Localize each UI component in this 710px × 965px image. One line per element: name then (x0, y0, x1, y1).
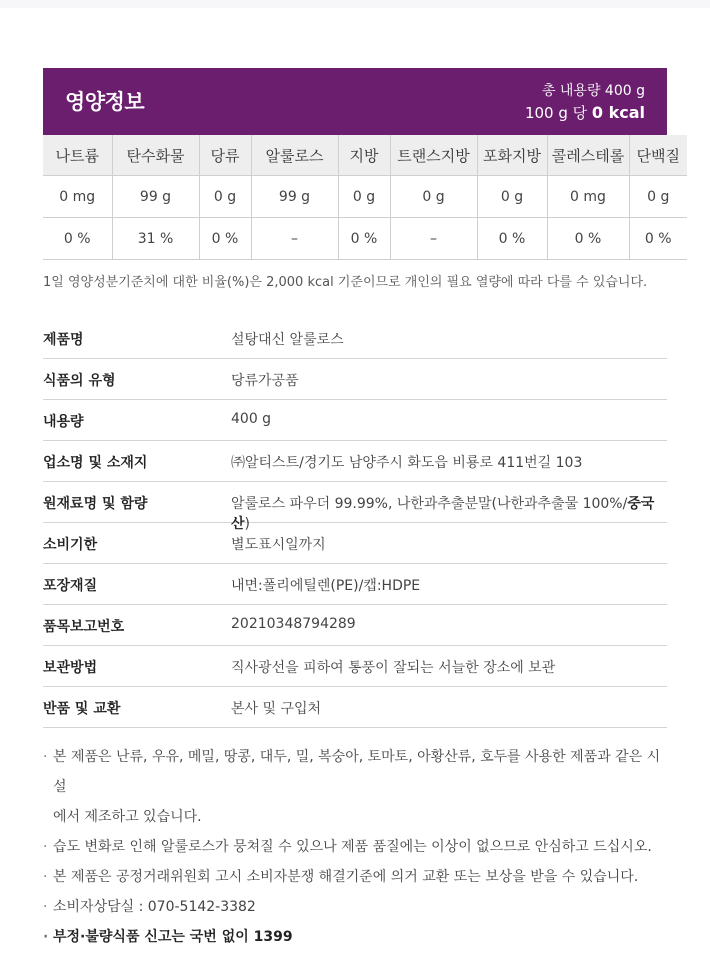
total-content: 총 내용량 400 g (541, 83, 645, 99)
nutrient-header: 알룰로스 (251, 135, 338, 176)
info-row (43, 523, 667, 564)
ingredients-close: ) (244, 516, 250, 532)
info-label: 소비기한 (43, 537, 98, 553)
report-hotline: 부정·불량식품 신고는 국번 없이 1399 (53, 929, 293, 945)
nutrient-header: 포화지방 (477, 135, 547, 176)
nutrient-header: 단백질 (629, 135, 687, 176)
nutrient-amount: 0 g (199, 176, 251, 218)
ingredients-text: 알룰로스 파우더 99.99%, 나한과추출분말(나한과추출물 100%/ (231, 496, 628, 512)
notice-text: 본 제품은 공정거래위원회 고시 소비자분쟁 해결기준에 의거 교환 또는 보상을 받을 수 있습니다. (53, 869, 639, 885)
nutrient-amount: 0 g (390, 176, 477, 218)
nutrient-percent: 31 % (112, 218, 199, 260)
consumer-hotline: 소비자상담실 : 070-5142-3382 (53, 899, 256, 915)
info-label: 보관방법 (43, 660, 98, 676)
nutrient-percent: 0 % (43, 218, 112, 260)
info-value: 400 g (231, 411, 272, 427)
nutrient-percent: 0 % (477, 218, 547, 260)
bullet-icon: · (43, 929, 49, 945)
info-value: 20210348794289 (231, 616, 356, 632)
nutrient-amount: 0 g (477, 176, 547, 218)
nutrient-header: 당류 (199, 135, 251, 176)
info-row (43, 400, 667, 441)
notice-text: 습도 변화로 인해 알룰로스가 뭉쳐질 수 있으나 제품 품질에는 이상이 없으므로 안심하고 드십시오. (53, 839, 652, 855)
info-row (43, 482, 667, 532)
notice-item (43, 832, 673, 862)
bullet-icon: · (43, 749, 48, 765)
info-value: 내면:폴리에틸렌(PE)/캡:HDPE (231, 578, 421, 594)
bullet-icon: · (43, 869, 48, 885)
nutrient-amount: 0 g (629, 176, 687, 218)
info-label: 제품명 (43, 332, 84, 348)
notice-item (43, 922, 673, 952)
info-row (43, 564, 667, 605)
info-label: 원재료명 및 함량 (43, 496, 148, 512)
origin-country: 중국산 (231, 496, 655, 532)
nutrient-percent: – (251, 218, 338, 260)
info-label: 업소명 및 소재지 (43, 455, 148, 471)
nutrient-percent: 0 % (547, 218, 629, 260)
nutrient-header: 나트륨 (43, 135, 112, 176)
notice-item (43, 892, 673, 922)
info-value: ㈜알티스트/경기도 남양주시 화도읍 비룡로 411번길 103 (231, 455, 583, 471)
nutrition-header-row (43, 135, 687, 176)
nutrient-header: 지방 (338, 135, 390, 176)
per-amount: 100 g 당 (524, 104, 592, 122)
info-value: 별도표시일까지 (231, 537, 326, 553)
nutrient-header: 탄수화물 (112, 135, 199, 176)
nutrition-table (43, 135, 687, 260)
nutrition-amount-row (43, 176, 687, 218)
product-info-table (43, 318, 667, 728)
nutrient-amount: 0 g (338, 176, 390, 218)
info-row (43, 441, 667, 482)
nutrient-header: 트랜스지방 (390, 135, 477, 176)
info-value: 당류가공품 (231, 373, 299, 389)
info-value: 본사 및 구입처 (231, 701, 322, 717)
nutrient-amount: 0 mg (547, 176, 629, 218)
nutrient-percent: – (390, 218, 477, 260)
nutrient-header: 콜레스테롤 (547, 135, 629, 176)
notice-item (43, 742, 673, 802)
info-label: 내용량 (43, 414, 84, 430)
info-value: 설탕대신 알룰로스 (231, 332, 344, 348)
calories-line (525, 102, 645, 123)
info-row (43, 359, 667, 400)
info-label: 식품의 유형 (43, 373, 116, 389)
calories-value: 0 kcal (591, 103, 645, 122)
info-row (43, 605, 667, 646)
nutrient-percent: 0 % (199, 218, 251, 260)
nutrition-header (43, 68, 667, 135)
nutrition-footnote: 1일 영양성분기준치에 대한 비율(%)은 2,000 kcal 기준이므로 개인의 필요 열량에 따라 다를 수 있습니다. (43, 275, 648, 290)
notice-list (43, 742, 673, 952)
info-value: 직사광선을 피하여 통풍이 잘되는 서늘한 장소에 보관 (231, 660, 556, 676)
nutrient-percent: 0 % (338, 218, 390, 260)
info-label: 반품 및 교환 (43, 701, 121, 717)
info-label: 품목보고번호 (43, 619, 125, 635)
nutrition-facts (43, 68, 680, 260)
notice-text: 에서 제조하고 있습니다. (53, 809, 202, 825)
bullet-icon: · (43, 899, 48, 915)
info-label: 포장재질 (43, 578, 98, 594)
info-row (43, 687, 667, 728)
nutrition-percent-row (43, 218, 687, 260)
nutrient-amount: 99 g (251, 176, 338, 218)
nutrient-amount: 99 g (112, 176, 199, 218)
notice-item (43, 862, 673, 892)
nutrition-title: 영양정보 (65, 90, 145, 114)
notice-item-continued (43, 802, 673, 832)
nutrient-amount: 0 mg (43, 176, 112, 218)
bullet-icon: · (43, 839, 48, 855)
info-row (43, 318, 667, 359)
nutrient-percent: 0 % (629, 218, 687, 260)
info-row (43, 646, 667, 687)
notice-text: 본 제품은 난류, 우유, 메밀, 땅콩, 대두, 밀, 복숭아, 토마토, 아황산류, 호두를 사용한 제품과 같은 시설 (53, 749, 661, 795)
